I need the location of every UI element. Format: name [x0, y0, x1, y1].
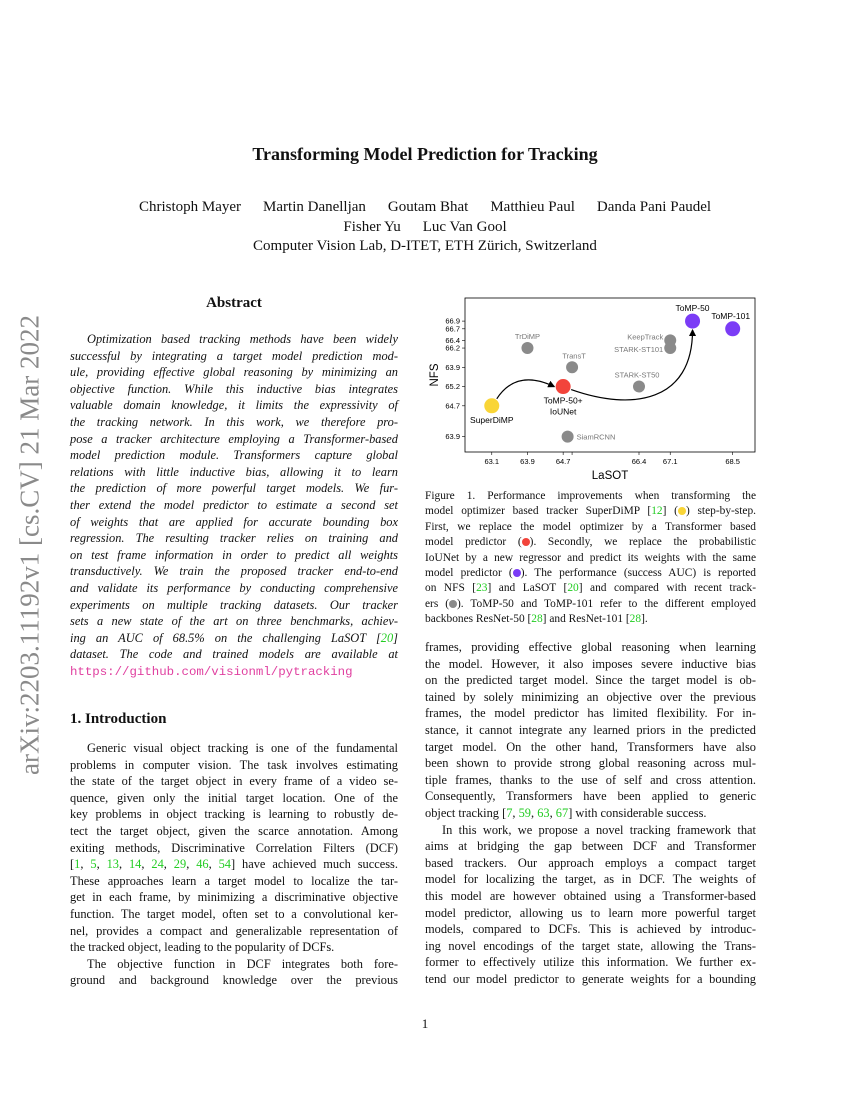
author: Matthieu Paul: [490, 199, 575, 215]
figure-1-scatter-chart: [420, 290, 770, 485]
data-point-siamrcnn: [562, 431, 574, 443]
text-line: These approaches learn a target model to localize the tar-: [70, 873, 398, 888]
text-line: quence, given only the initial target location. One of the: [70, 790, 398, 805]
text-line: Optimization based tracking methods have been widely: [87, 332, 398, 346]
citation-link[interactable]: 23: [476, 582, 488, 595]
color-dot-icon: [522, 538, 530, 546]
author: Luc Van Gool: [422, 219, 507, 235]
data-point-label-line: STARK-ST50: [614, 370, 660, 380]
text-line: get in each frame, by minimizing a discriminative objective: [70, 890, 398, 905]
authors-line-1: [0, 199, 850, 216]
intro-left-column: [70, 740, 398, 989]
data-point-stark-st101: [664, 342, 676, 354]
data-point-label: [711, 311, 750, 321]
y-tick-label: 66.4: [445, 335, 460, 345]
color-dot-icon: [513, 569, 521, 577]
y-tick-label: 66.2: [445, 343, 460, 353]
authors-line-2: [0, 219, 850, 236]
data-point-label-line: ToMP-50+: [543, 395, 583, 406]
text-line: IoUNet by a new regressor and predict its weights with the same: [425, 551, 756, 564]
data-point-label: [615, 371, 660, 380]
text-line: exiting methods, Discriminative Correlation Filters (DCF): [70, 840, 398, 855]
text-line: Generic visual object tracking is one of the fundamental: [87, 741, 398, 755]
citation-link[interactable]: 54: [218, 857, 231, 872]
text-line: key problems in object tracking is learning to robustly de-: [70, 807, 398, 822]
data-point-label-line: IoUNet: [549, 406, 577, 417]
data-point-label-line: KeepTrack: [627, 332, 664, 342]
author: Goutam Bhat: [387, 199, 469, 215]
data-point-tomp-50+: [556, 379, 571, 394]
text-line: problems in computer vision. The task involves estimating: [70, 757, 398, 772]
citation-link[interactable]: 5: [90, 857, 97, 872]
data-point-label: [470, 415, 514, 425]
text-line: valuable domain knowledge, it limits the expressivity of: [70, 398, 398, 413]
data-point-stark-st50: [633, 381, 645, 393]
text-line: the tracking network. In this work, we therefore pro-: [70, 414, 398, 429]
data-point-label-line: STARK-ST101: [614, 345, 664, 355]
x-tick-label: 68.5: [725, 457, 740, 466]
citation-link[interactable]: 29: [173, 857, 187, 872]
figure-1-caption: [425, 489, 756, 628]
text-line: transductively. We train the proposed tracker end-to-end: [70, 564, 398, 579]
color-dot-icon: [678, 507, 686, 515]
text-line: tect the target object, given the scarce annotation. Among: [70, 823, 398, 838]
y-tick-label: 66.9: [445, 316, 460, 326]
text-line: model predictor ( ). Secondly, we replace the probabilistic: [425, 536, 756, 549]
data-point-trdimp: [521, 342, 533, 354]
citation-link[interactable]: 1: [74, 857, 81, 872]
text-line: model optimizer based tracker SuperDiMP [12] ( ) step-by-step.: [425, 505, 756, 518]
data-point-label-line: ToMP-101: [711, 310, 751, 321]
y-tick-label: 63.9: [445, 432, 460, 442]
text-line: tained by solely minimizing an objective over the previous: [425, 689, 756, 704]
text-line: model predictor, allowing us to learn more powerful target: [425, 905, 756, 920]
text-line: object tracking [7, 59, 63, 67] with considerable success.: [425, 805, 707, 820]
text-line: function. The target model, often set to a convolutional ker-: [70, 906, 398, 921]
text-line: Figure 1. Performance improvements when transforming the: [425, 490, 756, 502]
text-line: on NFS [23] and LaSOT [20] and compared with recent track-: [425, 582, 756, 595]
y-tick-label: 66.7: [445, 324, 460, 334]
y-axis-label: NFS: [429, 363, 441, 387]
author: Danda Pani Paudel: [596, 199, 712, 215]
text-line: In this work, we propose a novel tracking framework that: [442, 822, 756, 837]
data-point-label: [515, 332, 540, 341]
text-line: The objective function in DCF integrates both fore-: [87, 956, 398, 971]
text-line: Consequently, Transformers have been applied to generic: [425, 789, 756, 804]
affiliation: Computer Vision Lab, D-ITET, ETH Zürich, Switzerland: [253, 238, 597, 254]
y-tick-label: 64.7: [445, 401, 460, 411]
data-point-superdimp: [484, 398, 499, 413]
data-point-label-line: SuperDiMP: [470, 414, 514, 425]
y-tick-label: 65.2: [445, 382, 460, 392]
text-line: target model. On the other hand, Transformers have also: [425, 739, 756, 754]
text-line: ing an AUC of 68.5% on the challenging LaSOT [20]: [70, 630, 398, 645]
text-line: ing novel encodings of the target state, allowing the Trans-: [425, 938, 756, 953]
text-line: tiple frames, thanks to the use of self and cross attention.: [425, 772, 756, 787]
text-line: of weights that are applied for accurate bounding box: [70, 514, 398, 529]
text-line: nel, provides a compact and generalizable representation of: [70, 923, 398, 938]
text-line: the tracked object, leading to the popularity of DCFs.: [70, 940, 335, 955]
x-tick-label: 67.1: [662, 457, 678, 466]
data-point-tomp-101: [725, 321, 740, 336]
data-point-label: [577, 433, 616, 442]
text-line: on test frame information in order to predict all weights: [70, 547, 398, 562]
text-line: been shown to provide strong global reasoning across mul-: [425, 756, 756, 771]
text-line: former to effectively utilize this information. We further ex-: [425, 955, 756, 970]
abstract-heading: Abstract: [206, 295, 262, 311]
text-line: First, we replace the model optimizer by a Transformer based: [425, 520, 756, 533]
section-heading-introduction: 1. Introduction: [70, 711, 167, 727]
citation-link[interactable]: 12: [651, 505, 663, 518]
data-point-label-line: TrDiMP: [514, 332, 541, 342]
text-line: model prediction module. Transformers capture global: [70, 448, 398, 463]
color-dot-icon: [449, 600, 457, 608]
text-line: the state of the target object in every frame of a video se-: [70, 774, 398, 789]
text-line: objective function. While this inductive bias integrates: [70, 381, 398, 396]
citation-link[interactable]: 14: [128, 857, 142, 872]
text-line: ther extend the model predictor to estimate a second set: [70, 497, 398, 512]
text-line: the prediction of more powerful target models. We fur-: [70, 481, 398, 496]
data-point-label-line: ToMP-50: [675, 303, 710, 314]
code-url-link[interactable]: https://github.com/visionml/pytracking: [70, 664, 353, 679]
text-line: experiments on multiple tracking datasets. Our tracker: [70, 597, 398, 612]
data-point-label: [614, 345, 663, 354]
text-line: tend our model predictor to generate weights for a bounding: [425, 971, 756, 986]
data-point-label: [562, 351, 586, 360]
text-line: models, compared to DCFs. This is achieved by introduc-: [425, 922, 756, 937]
text-line: ground and background knowledge over the previous: [70, 973, 398, 988]
citation-link[interactable]: 7: [506, 805, 513, 820]
plot-frame: [465, 298, 755, 452]
text-line: [1, 5, 13, 14, 24, 29, 46, 54] have achieved much success.: [70, 857, 398, 872]
data-point-label: [544, 396, 583, 417]
text-line: successful by integrating a target model prediction mod-: [70, 348, 398, 363]
x-tick-label: 66.4: [631, 457, 647, 466]
text-line: on the predicted target model. Since the target model is ob-: [425, 673, 756, 688]
text-line: based trackers. Our approach employs a compact target: [425, 855, 756, 870]
citation-link[interactable]: 46: [196, 857, 209, 872]
text-line: pose a tracker architecture employing a Transformer-based: [70, 431, 398, 446]
text-line: dataset. The code and trained models are available at: [70, 647, 398, 662]
data-point-transt: [566, 361, 578, 373]
citation-link[interactable]: 13: [106, 857, 119, 872]
text-line: [70, 663, 398, 680]
citation-link[interactable]: 67: [555, 805, 569, 820]
paper-title: Transforming Model Prediction for Tracking: [252, 144, 598, 164]
x-tick-label: 63.9: [520, 457, 535, 466]
text-line: backbones ResNet-50 [28] and ResNet-101 [28].: [425, 613, 648, 626]
author: Fisher Yu: [343, 219, 401, 235]
text-line: regression. The resulting tracker relies on training and: [70, 531, 398, 546]
text-line: ers ( ). ToMP-50 and ToMP-101 refer to the different employed: [425, 597, 756, 610]
page-number: 1: [421, 1016, 429, 1031]
citation-link[interactable]: 20: [567, 582, 579, 595]
text-line: frames, the model predictor has limited flexibility. For in-: [425, 706, 756, 721]
abstract-body: [70, 331, 398, 679]
x-tick-label: 63.1: [484, 457, 500, 466]
text-line: model predictor ( ). The performance (success AUC) is reported: [425, 566, 756, 579]
citation-link[interactable]: 63: [537, 805, 550, 820]
text-line: ule, providing effective global reasoning by minimizing an: [70, 365, 398, 380]
data-point-label-line: SiamRCNN: [576, 432, 616, 442]
arxiv-stamp: [12, 290, 48, 800]
citation-link[interactable]: 24: [151, 857, 164, 872]
citation-link[interactable]: 28: [531, 613, 543, 626]
citation-link[interactable]: 20: [380, 630, 394, 645]
citation-link[interactable]: 59: [518, 805, 531, 820]
intro-right-column: [425, 639, 756, 987]
text-line: relations with little inductive bias, allowing it to learn: [70, 464, 398, 479]
text-line: this model are however obtained using a Transformer-based: [425, 888, 756, 903]
data-point-label: [676, 303, 710, 313]
x-tick-label: 64.7: [555, 457, 571, 466]
citation-link[interactable]: 28: [629, 613, 642, 626]
x-axis-label: LaSOT: [591, 470, 629, 482]
text-line: sets a new state of the art on three benchmarks, achiev-: [70, 614, 398, 629]
data-point-label-line: TransT: [562, 351, 586, 361]
arxiv-stamp-text: arXiv:2203.11192v1 [cs.CV] 21 Mar 2022: [14, 315, 45, 775]
text-line: aims at bridging the gap between DCF and Transformer: [425, 839, 756, 854]
text-line: stance, it cannot integrate any learned priors in the predicted: [425, 722, 756, 737]
text-line: and validate its performance by conducting comprehensive: [70, 580, 398, 595]
y-tick-label: 63.9: [445, 362, 460, 372]
data-point-label: [627, 332, 663, 341]
text-line: the model. However, it also imposes severe inductive bias: [425, 656, 756, 671]
text-line: model for localizing the target, as in DCF. The weights of: [425, 872, 756, 887]
data-point-tomp-50: [685, 314, 700, 329]
text-line: frames, providing effective global reasoning when learning: [425, 640, 756, 654]
author: Christoph Mayer: [138, 199, 242, 215]
author: Martin Danelljan: [263, 199, 366, 215]
